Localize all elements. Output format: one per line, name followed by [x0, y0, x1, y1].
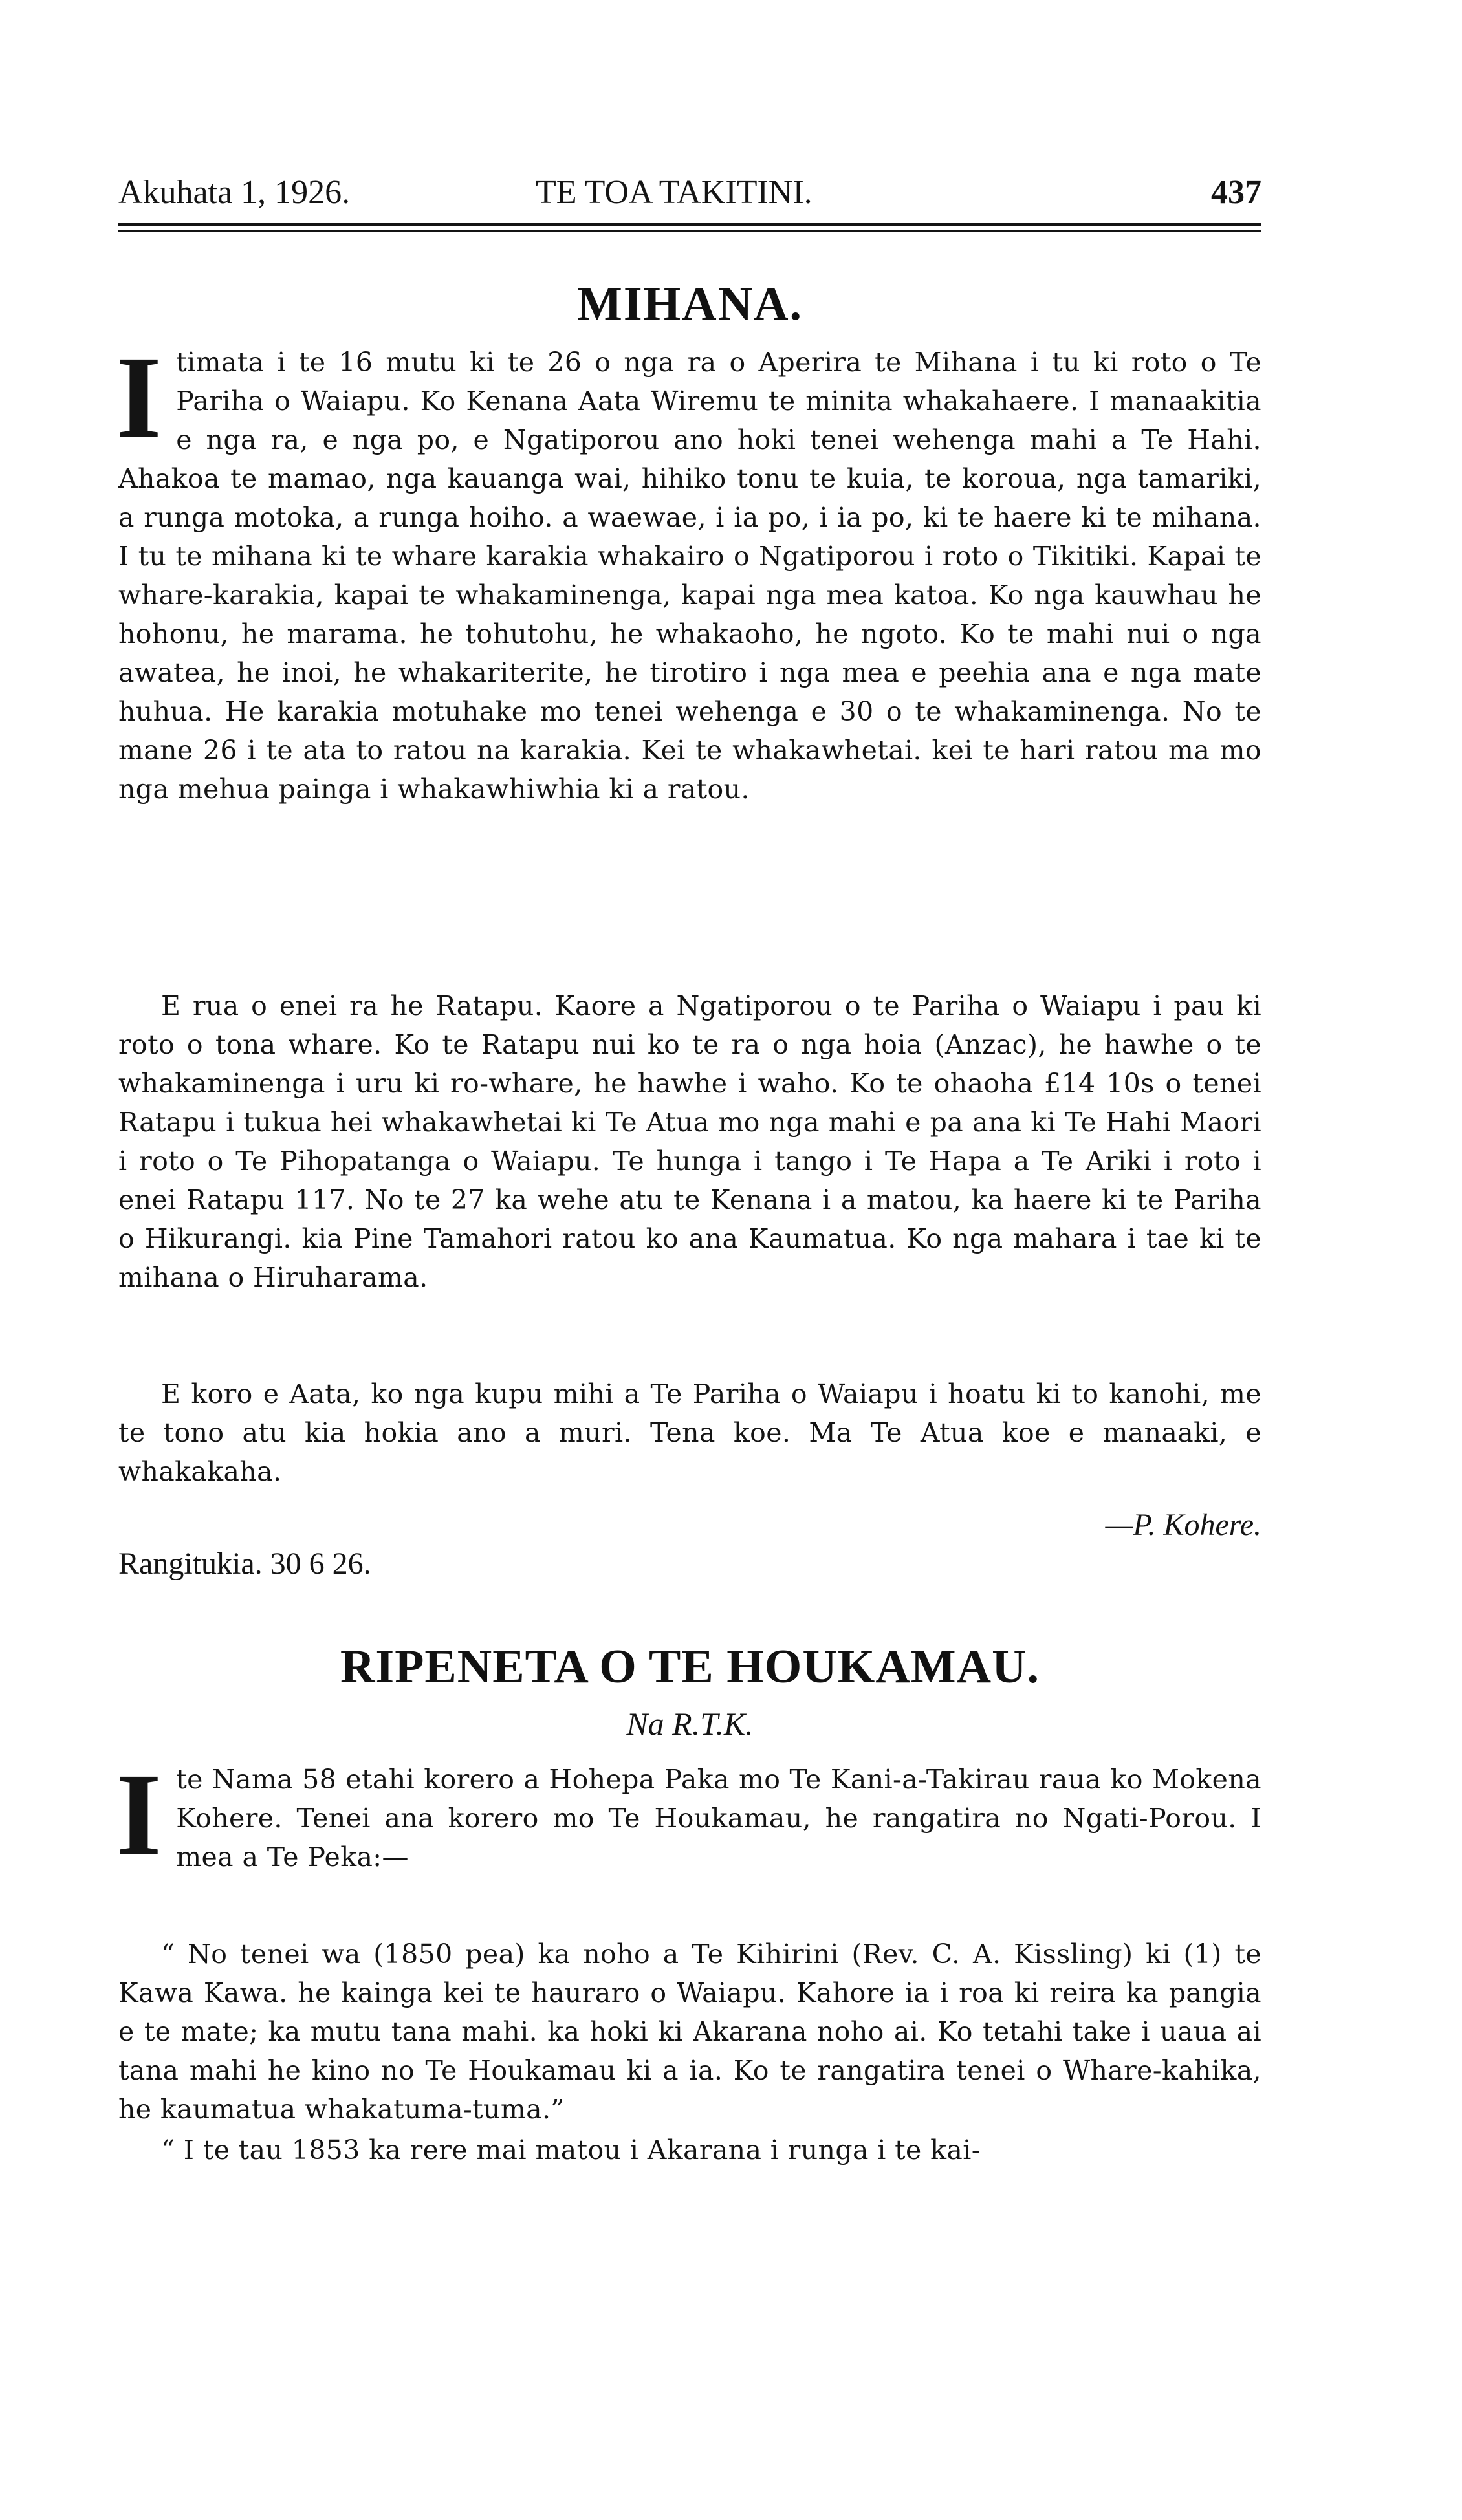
drop-cap: I — [116, 332, 162, 462]
header-date: Akuhata 1, 1926. — [118, 174, 351, 211]
mihana-paragraph-2: E rua o enei ra he Ratapu. Kaore a Ngatiporou o te Pariha o Waiapu i pau ki roto o tona whare. Ko te Ratapu nui ko te ra o nga hoia (Anzac), he hawhe o te whakaminenga i uru ki ro-whare, he hawhe i waho. Ko te ohaoha £14 10s o tenei Ratapu i tukua hei whakawhetai ki Te Atua mo nga mahi e pa ana ki Te Hahi Maori i roto o Te Pihopatanga o Waiapu. Te hunga i tango i Te Hapa a Te Ariki i roto i enei Ratapu 117. No te 27 ka wehe atu te Kenana i a matou, ka haere ki te Pariha o Hikurangi. kia Pine Tamahori ratou ko ana Kaumatua. Ko nga mahara i tae ki te mihana o Hiruharama. — [118, 990, 1261, 1293]
journal-title: TE TOA TAKITINI. — [536, 174, 813, 211]
byline: Na R.T.K. — [626, 1706, 754, 1742]
article-title-mihana: MIHANA. — [576, 277, 803, 331]
ripeneta-paragraph-1 — [116, 1750, 1261, 1880]
header-rule-thin — [118, 230, 1261, 232]
paragraph-text: timata i te 16 mutu ki te 26 o nga ra o Aperira te Mihana i tu ki roto o Te Pariha o Waiapu. Ko Kenana Aata Wiremu te minita whakahaere. I manaakitia e nga ra, e nga po, e Ngatiporou ano hoki tenei wehenga mahi a Te Hahi. Ahakoa te mamao, nga kauanga wai, hihiko tonu te kuia, te koroua, nga tamariki, a runga motoka, a runga hoiho. a waewae, i ia po, i ia po, ki te haere ki te mihana. I tu te mihana ki te whare karakia whakairo o Ngatiporou i roto o Tikitiki. Kapai te whare-karakia, kapai te whakaminenga, kapai nga mea katoa. Ko nga kauwhau he hohonu, he marama. he tohutohu, he whakaoho, he ngoto. Ko te mahi nui o nga awatea, he inoi, he whakariterite, he tirotiro i nga mea e peehia ana e nga mate huhua. He karakia motuhake mo tenei wehenga e 30 o te whakaminenga. No te mane 26 i te ata to ratou na karakia. Kei te whakawhetai. kei te hari ratou ma mo nga mehua painga i whakawhiwhia ki a ratou. — [118, 347, 1261, 805]
ripeneta-paragraph-2: “ No tenei wa (1850 pea) ka noho a Te Kihirini (Rev. C. A. Kissling) ki (1) te Kawa Kawa. he kainga kei te hauraro o Waiapu. Kahore ia i roa ki reira ka pangia e te mate; ka mutu tana mahi. ka hoki ki Akarana noho ai. Ko tetahi take i uaua ai tana mahi he kino no Te Houkamau ki a ia. Ko te rangatira tenei o Whare-kahika, he kaumatua whakatuma-tuma.” — [118, 1939, 1261, 2125]
dateline: Rangitukia. 30 6 26. — [118, 1547, 371, 1581]
header-rule — [118, 223, 1261, 226]
drop-cap: I — [116, 1750, 162, 1880]
article-title-ripeneta: RIPENETA O TE HOUKAMAU. — [340, 1640, 1040, 1693]
mihana-paragraph-3: E koro e Aata, ko nga kupu mihi a Te Pariha o Waiapu i hoatu ki to kanohi, me te tono atu kia hokia ano a muri. Tena koe. Ma Te Atua koe e manaaki, e whakakaha. — [118, 1378, 1261, 1487]
author-signature: —P. Kohere. — [1105, 1508, 1261, 1542]
ripeneta-paragraph-3: “ I te tau 1853 ka rere mai matou i Akarana i runga i te kai- — [161, 2134, 981, 2166]
paragraph-text: te Nama 58 etahi korero a Hohepa Paka mo Te Kani-a-Takirau raua ko Mokena Kohere. Tenei ana korero mo Te Houkamau, he rangatira no Ngati-Porou. I mea a Te Peka:— — [176, 1764, 1261, 1873]
mihana-paragraph-1 — [116, 332, 1261, 809]
running-header — [118, 173, 1261, 220]
page-number: 437 — [1211, 174, 1261, 211]
